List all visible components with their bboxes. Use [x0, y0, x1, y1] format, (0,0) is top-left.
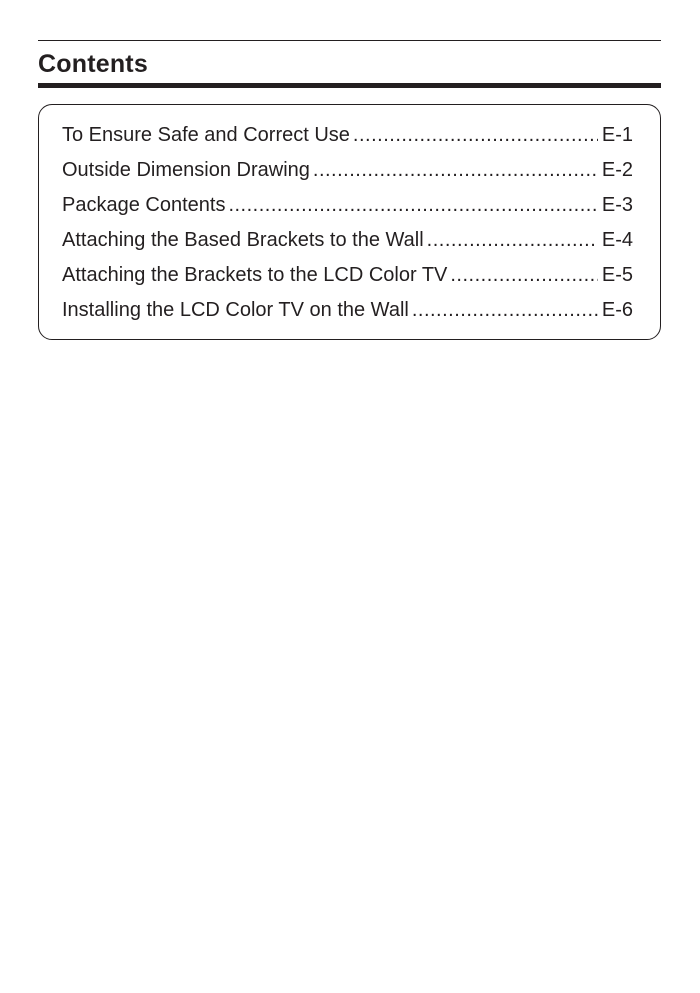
toc-dot-leader	[313, 155, 598, 185]
toc-dot-leader	[412, 295, 598, 325]
toc-entry-page: E-6	[601, 299, 633, 321]
toc-entry-page: E-4	[601, 229, 633, 251]
toc-entry-title: Installing the LCD Color TV on the Wall	[62, 299, 409, 321]
toc-dot-leader	[427, 225, 598, 255]
table-of-contents	[38, 104, 661, 340]
toc-dot-leader	[228, 190, 597, 220]
toc-entry-dimension-drawing[interactable]	[62, 155, 633, 190]
toc-entry-title: To Ensure Safe and Correct Use	[62, 124, 350, 146]
toc-entry-safe-use[interactable]	[62, 120, 633, 155]
toc-dot-leader	[353, 120, 598, 150]
page-title: Contents	[38, 50, 148, 78]
toc-entry-title: Attaching the Brackets to the LCD Color TV	[62, 264, 448, 286]
toc-list	[62, 120, 633, 330]
toc-entry-installing-tv[interactable]	[62, 295, 633, 330]
toc-entry-title: Attaching the Based Brackets to the Wall	[62, 229, 424, 251]
toc-entry-title: Package Contents	[62, 194, 226, 216]
toc-dot-leader	[450, 260, 598, 290]
toc-entry-package-contents[interactable]	[62, 190, 633, 225]
toc-entry-page: E-2	[601, 159, 633, 181]
toc-entry-page: E-5	[601, 264, 633, 286]
heading-rule	[38, 83, 661, 88]
toc-entry-page: E-1	[601, 124, 633, 146]
top-rule	[38, 40, 661, 41]
toc-entry-page: E-3	[601, 194, 633, 216]
toc-entry-title: Outside Dimension Drawing	[62, 159, 310, 181]
toc-entry-tv-brackets[interactable]	[62, 260, 633, 295]
toc-entry-base-brackets[interactable]	[62, 225, 633, 260]
